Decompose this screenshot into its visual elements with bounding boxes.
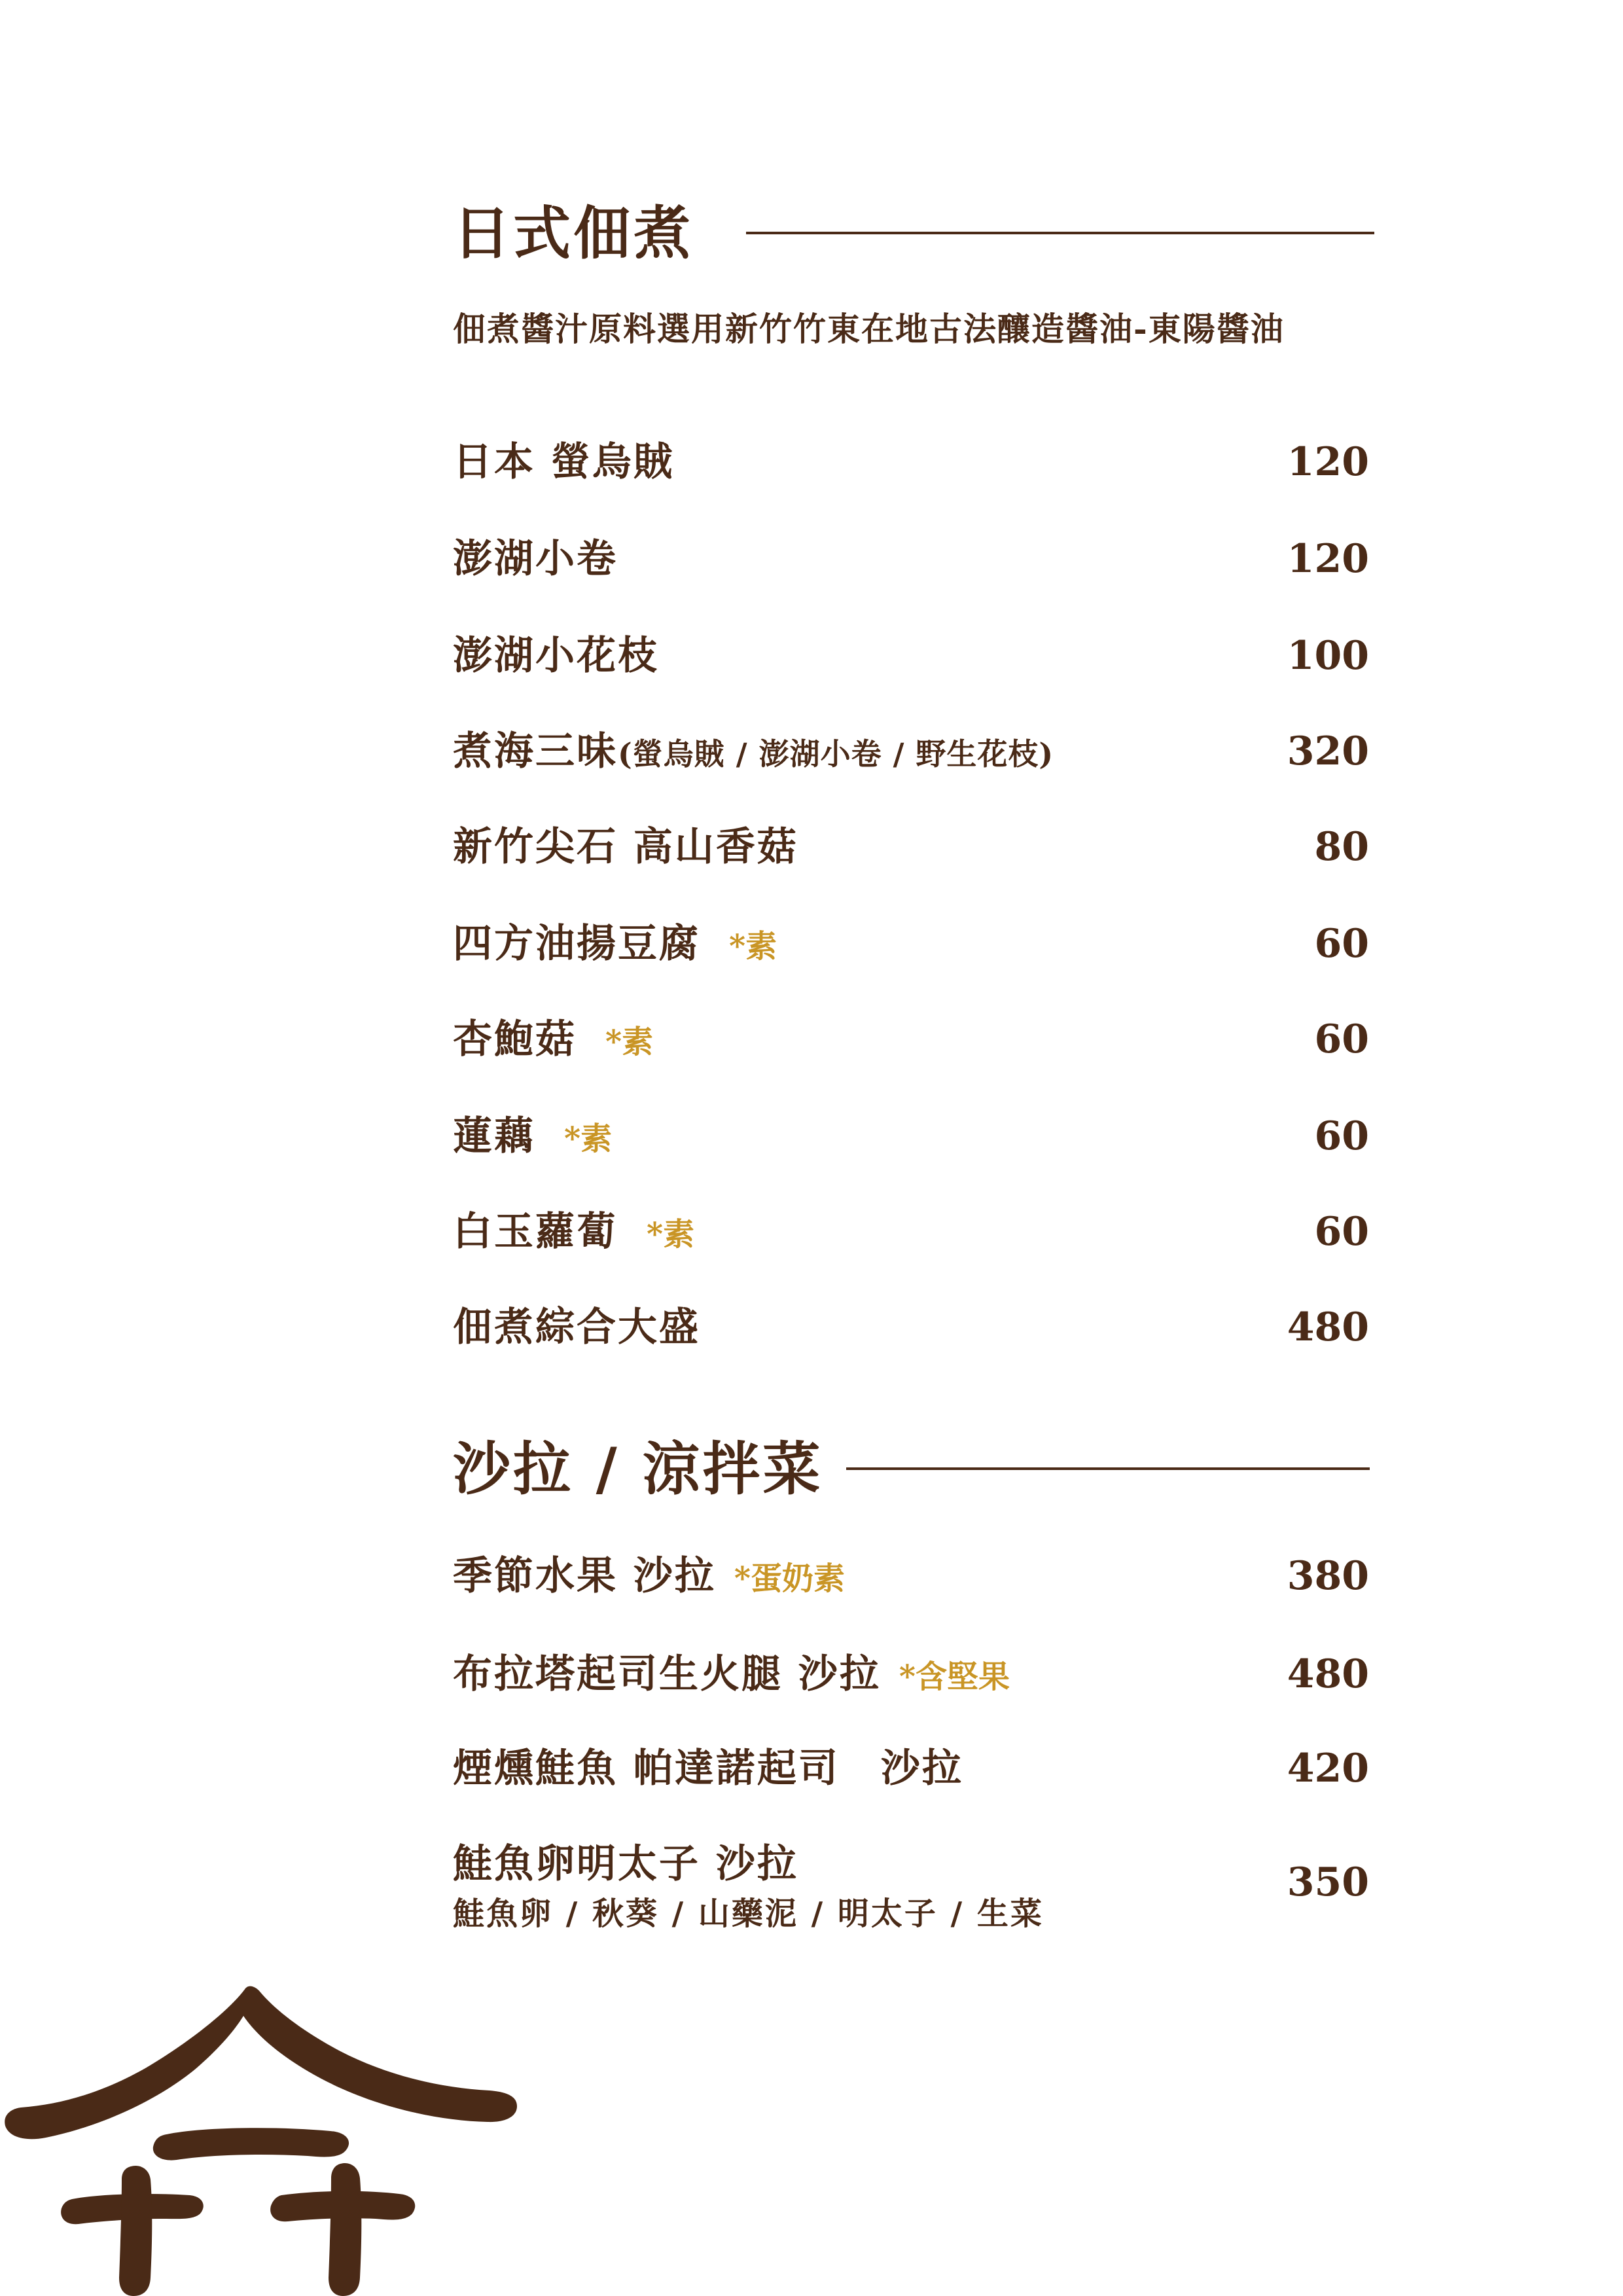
- item-price: 350: [1287, 1859, 1369, 1905]
- menu-item: [453, 1841, 1369, 1905]
- section-intro: 佃煮醬汁原料選用新竹竹東在地古法釀造醬油-東陽醬油: [453, 310, 1285, 348]
- item-name: 四方油揚豆腐: [453, 921, 700, 967]
- item-price: 420: [1287, 1746, 1369, 1791]
- item-name: 白玉蘿蔔: [453, 1209, 618, 1255]
- section-title: 日式佃煮: [453, 199, 694, 267]
- menu-item: [453, 633, 1369, 679]
- item-name: 季節水果 沙拉: [453, 1553, 716, 1599]
- item-name: 鮭魚卵明太子 沙拉: [453, 1841, 798, 1887]
- section-header-tsukudani: [453, 199, 1374, 267]
- menu-item: [453, 1304, 1369, 1350]
- section-rule: [846, 1467, 1370, 1470]
- item-name: 日本 螢烏賊: [453, 439, 675, 485]
- item-price: 80: [1314, 824, 1369, 870]
- item-name: 澎湖小花枝: [453, 633, 659, 679]
- vegetarian-tag: *素: [729, 928, 777, 965]
- menu-item: [453, 1209, 1369, 1255]
- section-rule: [746, 232, 1374, 234]
- item-price: 380: [1287, 1553, 1369, 1599]
- menu-item: [453, 536, 1369, 582]
- item-price: 480: [1287, 1304, 1369, 1350]
- menu-item: [453, 1746, 1369, 1791]
- vegetarian-tag: *素: [564, 1121, 613, 1157]
- item-name: 布拉塔起司生火腿 沙拉: [453, 1651, 881, 1697]
- item-name: 蓮藕: [453, 1113, 535, 1159]
- menu-item: [453, 824, 1369, 870]
- brand-mark-icon: [0, 1970, 537, 2296]
- item-name: 煮海三味: [453, 728, 618, 774]
- item-price: 120: [1287, 439, 1369, 485]
- item-name: 澎湖小卷: [453, 536, 618, 582]
- item-name: 煙燻鮭魚 帕達諾起司 沙拉: [453, 1746, 963, 1791]
- item-price: 60: [1314, 1113, 1369, 1159]
- vegetarian-tag: *素: [647, 1216, 695, 1253]
- item-name: 新竹尖石 高山香菇: [453, 824, 798, 870]
- item-ingredients: 鮭魚卵 / 秋葵 / 山藥泥 / 明太子 / 生菜: [453, 1895, 1044, 1932]
- item-name: 佃煮綜合大盛: [453, 1304, 700, 1350]
- menu-item: [453, 1113, 1369, 1159]
- item-price: 100: [1287, 633, 1369, 679]
- item-note: (螢烏賊 / 澎湖小卷 / 野生花枝): [618, 736, 1054, 772]
- section-title: 沙拉 / 涼拌菜: [453, 1435, 823, 1503]
- menu-item: [453, 439, 1369, 485]
- section-header-salad: [453, 1435, 1370, 1503]
- item-price: 60: [1314, 1209, 1369, 1255]
- item-price: 320: [1287, 728, 1369, 774]
- menu-item: [453, 921, 1369, 967]
- vegetarian-tag: *素: [605, 1024, 654, 1060]
- menu-item: [453, 728, 1369, 774]
- item-price: 120: [1287, 536, 1369, 582]
- menu-item: [453, 1553, 1369, 1599]
- item-price: 60: [1314, 921, 1369, 967]
- item-price: 480: [1287, 1651, 1369, 1697]
- item-name: 杏鮑菇: [453, 1016, 577, 1062]
- item-price: 60: [1314, 1016, 1369, 1062]
- allergen-tag: *含堅果: [899, 1659, 1010, 1695]
- diet-tag: *蛋奶素: [734, 1560, 845, 1597]
- menu-item: [453, 1651, 1369, 1697]
- menu-item: [453, 1016, 1369, 1062]
